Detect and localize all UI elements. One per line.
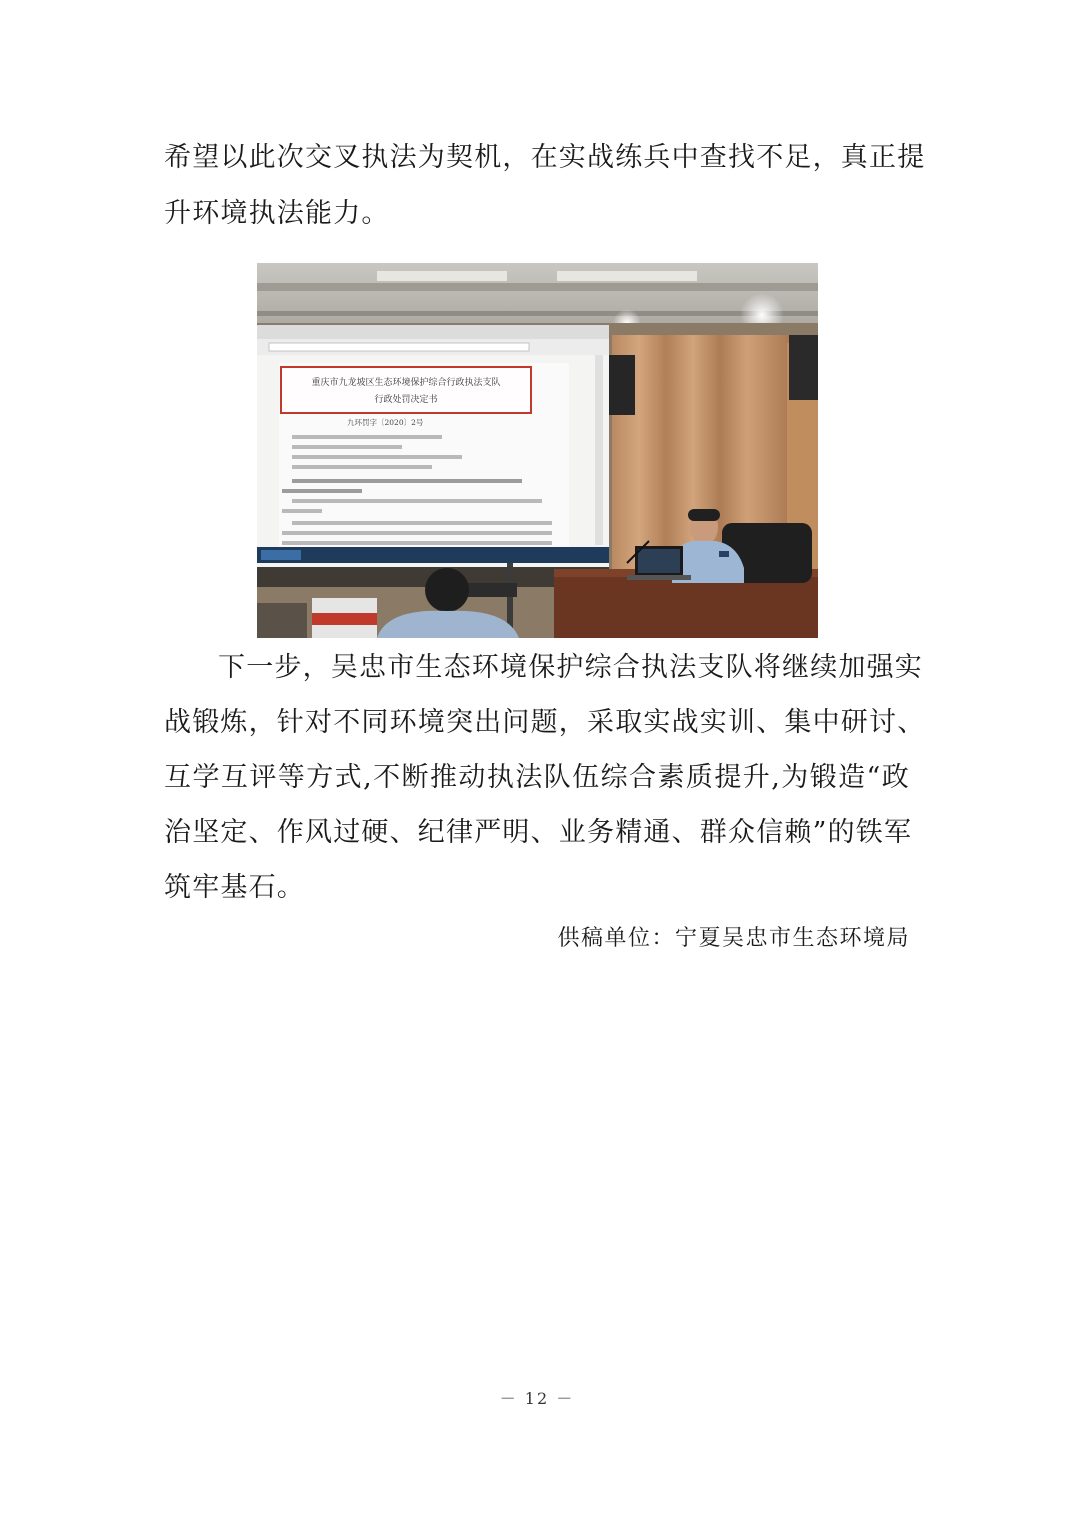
conference-photo — [257, 263, 818, 638]
paragraph1-line-1: 希望以此次交叉执法为契机，在实战练兵中查找不足，真正提 — [164, 142, 926, 173]
screen-title-line-2: 行政处罚决定书 — [374, 395, 438, 405]
screen-title-line-1: 重庆市九龙坡区生态环境保护综合行政执法支队 — [311, 378, 501, 388]
screen-doc-number: 九环罚字〔2020〕2号 — [347, 418, 424, 427]
paragraph2-line-2: 战锻炼，针对不同环境突出问题，采取实战实训、集中研讨、 — [164, 707, 926, 738]
paragraph1-line-2: 升环境执法能力。 — [164, 198, 390, 229]
page-number: － 12 － — [499, 1389, 575, 1408]
paragraph2-line-5: 筑牢基石。 — [164, 872, 305, 903]
source-attribution: 供稿单位：宁夏吴忠市生态环境局 — [557, 926, 910, 951]
paragraph2-line-4: 治坚定、作风过硬、纪律严明、业务精通、群众信赖”的铁军 — [164, 817, 913, 848]
paragraph2-line-3: 互学互评等方式,不断推动执法队伍综合素质提升,为锻造“政 — [164, 762, 910, 793]
paragraph2-line-1: 下一步，吴忠市生态环境保护综合执法支队将继续加强实 — [218, 652, 923, 683]
